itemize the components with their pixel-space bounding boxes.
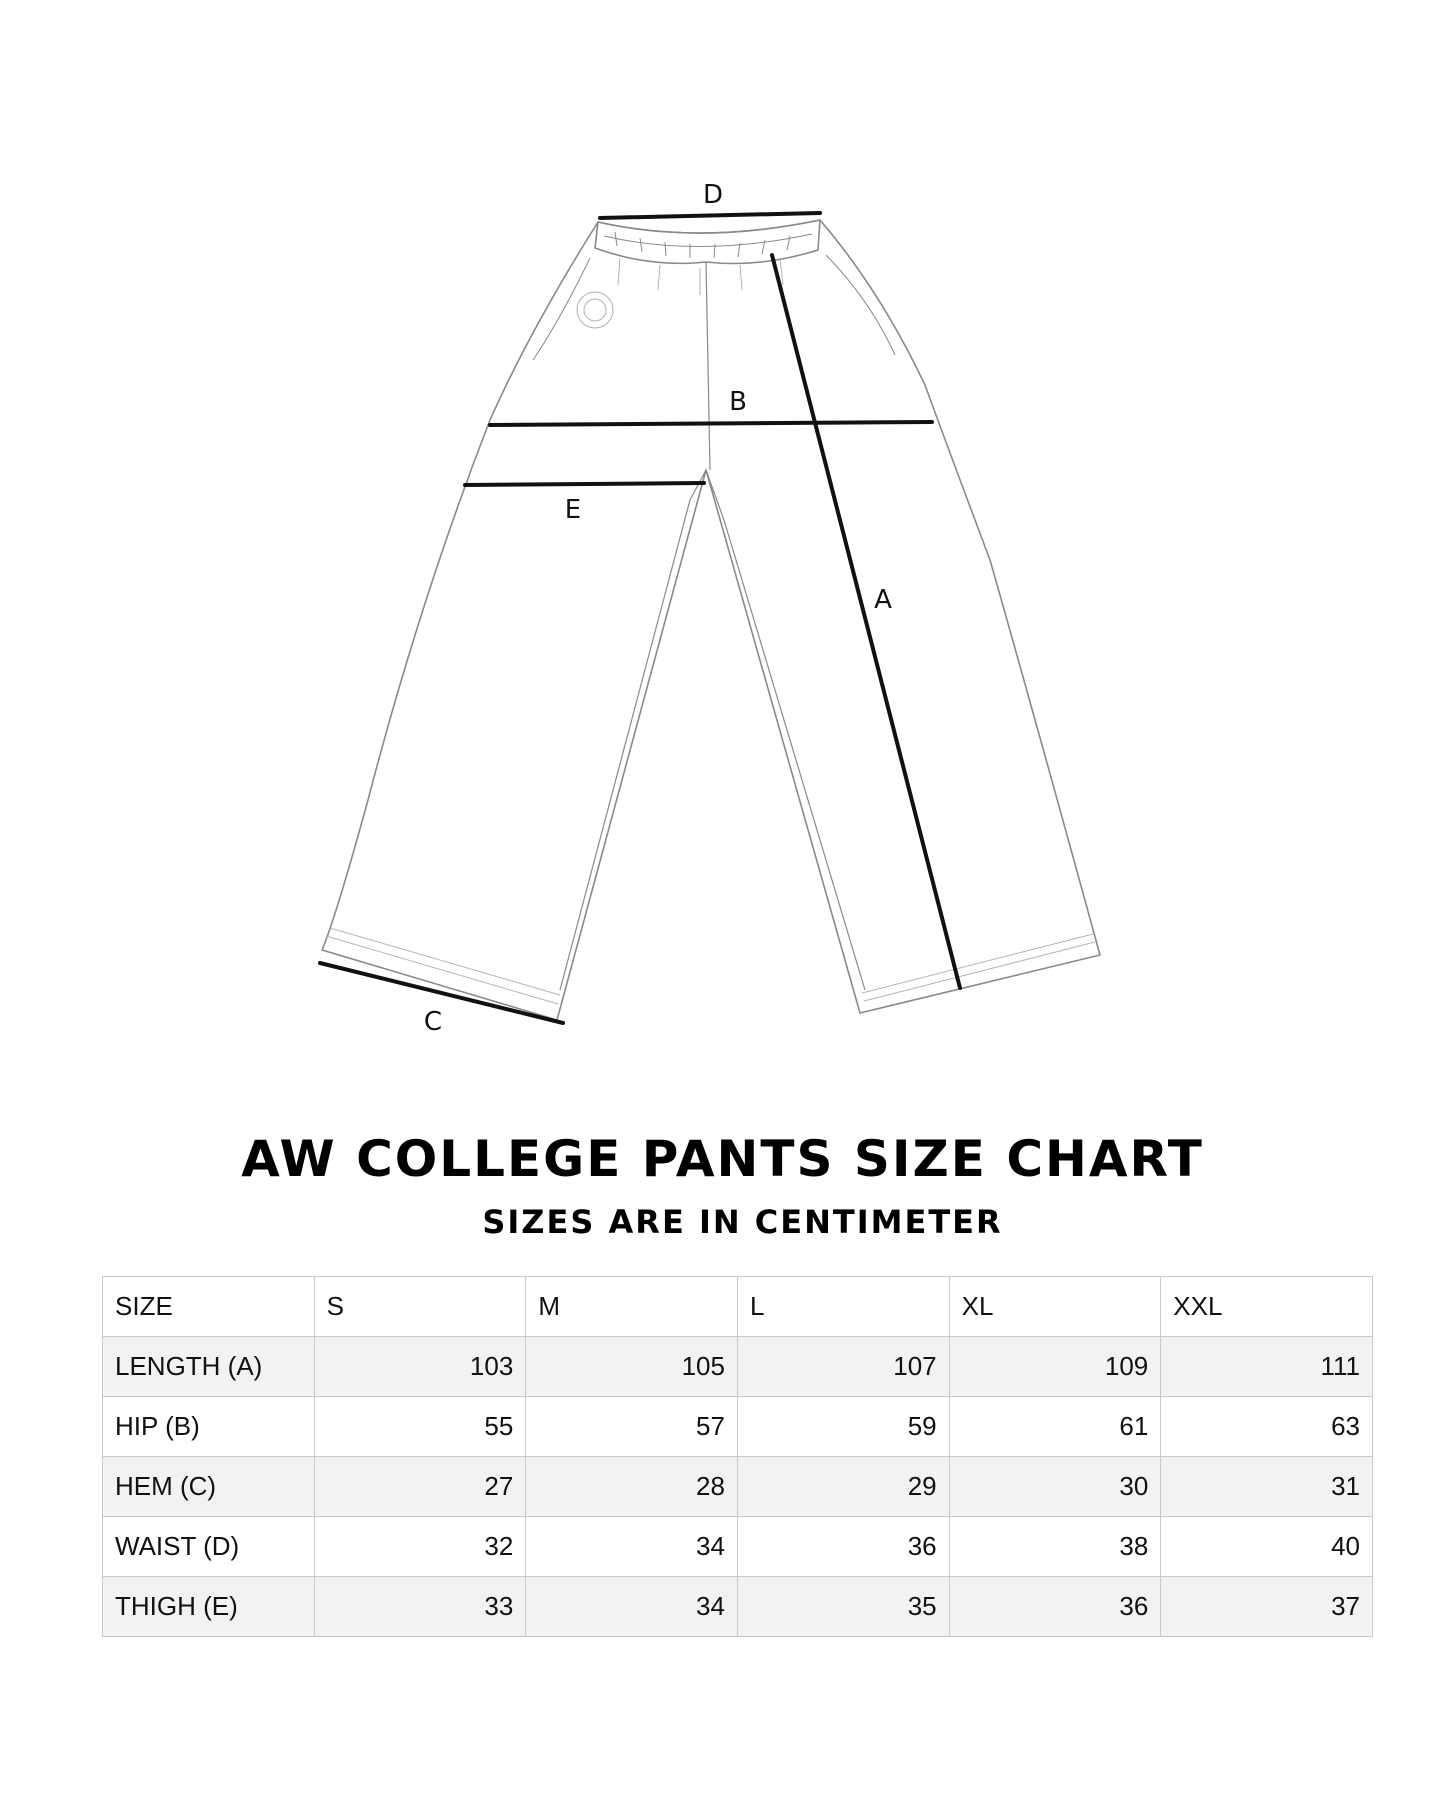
measure-line-e (465, 483, 704, 485)
table-cell: 33 (314, 1577, 526, 1637)
label-a: A (874, 585, 892, 615)
table-cell: 34 (526, 1517, 738, 1577)
header-l: L (737, 1277, 949, 1337)
table-row (103, 1457, 1373, 1517)
table-row (103, 1517, 1373, 1577)
label-d: D (702, 180, 724, 210)
header-m: M (526, 1277, 738, 1337)
header-xxl: XXL (1161, 1277, 1373, 1337)
table-cell: 109 (949, 1337, 1161, 1397)
emblem-icon (577, 292, 613, 328)
row-label: LENGTH (A) (103, 1337, 315, 1397)
waistband (595, 220, 820, 264)
table-row (103, 1337, 1373, 1397)
header-size: SIZE (103, 1277, 315, 1337)
table-cell: 38 (949, 1517, 1161, 1577)
table-cell: 61 (949, 1397, 1161, 1457)
table-cell: 30 (949, 1457, 1161, 1517)
table-cell: 31 (1161, 1457, 1373, 1517)
table-row (103, 1397, 1373, 1457)
chart-title: AW COLLEGE PANTS SIZE CHART (241, 1130, 1204, 1188)
table-cell: 63 (1161, 1397, 1373, 1457)
table-cell: 59 (737, 1397, 949, 1457)
measure-line-a (772, 255, 960, 988)
table-cell: 28 (526, 1457, 738, 1517)
label-c: C (423, 1007, 443, 1037)
header-xl: XL (949, 1277, 1161, 1337)
row-label: HEM (C) (103, 1457, 315, 1517)
header-s: S (314, 1277, 526, 1337)
table-cell: 37 (1161, 1577, 1373, 1637)
row-label: THIGH (E) (103, 1577, 315, 1637)
table-cell: 111 (1161, 1337, 1373, 1397)
table-header-row (103, 1277, 1373, 1337)
table-cell: 36 (737, 1517, 949, 1577)
pants-outline (322, 220, 1100, 1020)
chart-subtitle: SIZES ARE IN CENTIMETER (482, 1203, 1003, 1241)
table-cell: 36 (949, 1577, 1161, 1637)
row-label: HIP (B) (103, 1397, 315, 1457)
table-cell: 57 (526, 1397, 738, 1457)
measure-line-b (490, 422, 932, 425)
measure-line-d (600, 213, 820, 218)
table-cell: 35 (737, 1577, 949, 1637)
table-cell: 105 (526, 1337, 738, 1397)
table-cell: 32 (314, 1517, 526, 1577)
row-label: WAIST (D) (103, 1517, 315, 1577)
table-cell: 40 (1161, 1517, 1373, 1577)
table-row (103, 1577, 1373, 1637)
table-cell: 107 (737, 1337, 949, 1397)
table-cell: 55 (314, 1397, 526, 1457)
table-cell: 29 (737, 1457, 949, 1517)
label-e: E (564, 495, 582, 525)
table-cell: 103 (314, 1337, 526, 1397)
table-cell: 34 (526, 1577, 738, 1637)
table-cell: 27 (314, 1457, 526, 1517)
size-table (102, 1276, 1373, 1637)
label-b: B (729, 387, 747, 417)
center-seam (706, 262, 710, 470)
